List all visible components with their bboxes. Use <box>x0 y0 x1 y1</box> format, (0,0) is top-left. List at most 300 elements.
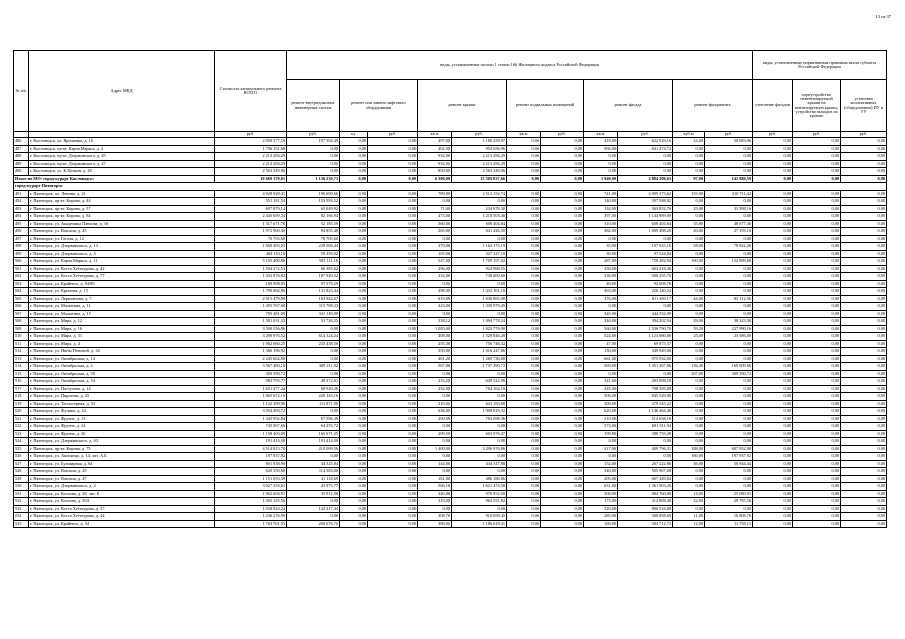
row-value: 1 796 151,68 <box>215 145 287 153</box>
row-value: 0,00 <box>541 198 584 206</box>
row-value: 0,00 <box>340 393 368 401</box>
row-value: 0,00 <box>340 408 368 416</box>
row-value: 0,00 <box>287 370 340 378</box>
row-value: 610,00 <box>418 295 452 303</box>
row-address: г. Пятигорск, ул. Фрунзе, д. 24 <box>29 423 215 431</box>
row-value: 36,00 <box>673 460 705 468</box>
row-number: 522 <box>14 423 29 431</box>
row-number: 535 <box>14 520 29 528</box>
row-value: 0,00 <box>793 505 841 513</box>
row-value: 0,00 <box>793 280 841 288</box>
row-value: 0,00 <box>368 438 418 446</box>
row-address: г. Пятигорск, ул. Фрунзе, д. 26 <box>29 430 215 438</box>
row-value: 0,00 <box>368 258 418 266</box>
row-value: 745 567,66 <box>215 423 287 431</box>
row-value: 0,00 <box>368 445 418 453</box>
row-number: 496 <box>14 228 29 236</box>
row-value: 0,00 <box>793 430 841 438</box>
row-value: 0,00 <box>368 340 418 348</box>
row-value: 0,00 <box>753 145 793 153</box>
row-value: 0,00 <box>793 145 841 153</box>
row-value: 0,00 <box>368 513 418 521</box>
row-value: 0,00 <box>541 483 584 491</box>
table-row <box>14 310 887 318</box>
row-value: 253,20 <box>418 378 452 386</box>
row-value: 0,00 <box>841 318 887 326</box>
row-value: 64 255,72 <box>287 423 340 431</box>
row-value: 0,00 <box>340 288 368 296</box>
row-value: 631,00 <box>584 483 618 491</box>
row-value: 0,00 <box>368 498 418 506</box>
table-row <box>14 205 887 213</box>
row-value: 210 089,56 <box>287 445 340 453</box>
row-value: 0,00 <box>753 160 793 168</box>
row-value: 649 522,98 <box>452 378 507 386</box>
table-row <box>14 243 887 251</box>
row-number: 530 <box>14 483 29 491</box>
row-value: 2 915 479,08 <box>215 295 287 303</box>
row-value: 0,00 <box>340 205 368 213</box>
row-value: 2 512 152,74 <box>452 190 507 198</box>
row-value: 0,00 <box>368 423 418 431</box>
row-number: 529 <box>14 475 29 483</box>
row-value: 1 651 477,44 <box>215 385 287 393</box>
row-value: 0,00 <box>541 168 584 176</box>
row-value: 402,00 <box>418 145 452 153</box>
unit-cell: руб. <box>705 132 753 138</box>
row-value: 0,00 <box>584 168 618 176</box>
row-value: 0,00 <box>368 243 418 251</box>
row-value: 1 432 876,82 <box>215 273 287 281</box>
row-value: 0,00 <box>507 400 541 408</box>
row-address: г. Пятигорск, ул. Теплосерная, д. 33 <box>29 400 215 408</box>
row-value: 0,00 <box>340 348 368 356</box>
row-value: 0,00 <box>340 138 368 146</box>
row-value: 11,00 <box>673 513 705 521</box>
row-value: 187 920,52 <box>287 273 340 281</box>
row-value: 0,00 <box>287 453 340 461</box>
row-value: 310,00 <box>418 498 452 506</box>
table-row <box>14 355 887 363</box>
total-value: 0,00 <box>368 175 418 183</box>
row-value: 1 094 778,24 <box>452 318 507 326</box>
row-value: 0,00 <box>541 145 584 153</box>
row-value: 0,00 <box>793 213 841 221</box>
row-value: 0,00 <box>340 160 368 168</box>
table-row <box>14 190 887 198</box>
row-value: 0,00 <box>753 310 793 318</box>
row-value: 296,00 <box>418 265 452 273</box>
header-total-cost: Стоимость капитального ремонта ВСЕГО <box>215 51 287 132</box>
row-value: 0,00 <box>541 288 584 296</box>
page-number: 13 из 37 <box>875 14 891 19</box>
row-value: 0,00 <box>841 438 887 446</box>
row-value: 210,00 <box>584 415 618 423</box>
row-value: 0,00 <box>507 265 541 273</box>
row-value: 0,00 <box>418 438 452 446</box>
row-number: 489 <box>14 160 29 168</box>
row-value: 59 459,02 <box>287 250 340 258</box>
row-value: 0,00 <box>340 475 368 483</box>
row-value: 419,00 <box>584 138 618 146</box>
row-value: 0,00 <box>841 333 887 341</box>
table-row <box>14 295 887 303</box>
row-value: 850,00 <box>418 168 452 176</box>
row-value: 0,00 <box>340 333 368 341</box>
row-value: 0,00 <box>368 190 418 198</box>
row-value: 0,00 <box>705 355 753 363</box>
row-value: 107,00 <box>673 370 705 378</box>
row-value: 0,00 <box>507 220 541 228</box>
row-value: 801 838,96 <box>215 460 287 468</box>
row-value: 841 474,72 <box>618 145 673 153</box>
row-value: 1 269 730,00 <box>452 355 507 363</box>
row-value: 0,00 <box>753 438 793 446</box>
row-value: 954 656,96 <box>452 145 507 153</box>
table-row <box>14 288 887 296</box>
row-value: 210,00 <box>418 400 452 408</box>
row-value: 0,00 <box>340 280 368 288</box>
row-value: 0,00 <box>368 318 418 326</box>
row-value: 0,00 <box>673 273 705 281</box>
row-value: 0,00 <box>541 153 584 161</box>
row-value: 473,00 <box>418 213 452 221</box>
row-value: 0,00 <box>673 438 705 446</box>
row-value: 0,00 <box>368 430 418 438</box>
row-value: 0,00 <box>793 385 841 393</box>
row-address: г. Пятигорск, ул. Фрунзе, д. 13 <box>29 415 215 423</box>
table-body <box>14 138 887 528</box>
row-value: 0,00 <box>287 145 340 153</box>
row-value: 1 186 618,41 <box>452 520 507 528</box>
row-value: 0,00 <box>673 423 705 431</box>
row-value: 0,00 <box>793 303 841 311</box>
row-value: 0,00 <box>541 378 584 386</box>
row-value: 165 671,25 <box>287 430 340 438</box>
row-address: г. Пятигорск, пр-кт. Кирова, д. 75 <box>29 445 215 453</box>
row-value: 0,00 <box>841 475 887 483</box>
table-row <box>14 498 887 506</box>
row-value: 0,00 <box>368 288 418 296</box>
row-value: 0,00 <box>618 438 673 446</box>
row-value: 0,00 <box>507 243 541 251</box>
row-value: 341,60 <box>584 378 618 386</box>
row-value: 463,00 <box>584 288 618 296</box>
row-value: 0,00 <box>340 258 368 266</box>
row-value: 0,00 <box>705 348 753 356</box>
table-row <box>14 475 887 483</box>
row-value: 0,00 <box>753 385 793 393</box>
row-value: 309 590,72 <box>705 370 753 378</box>
row-value: 0,00 <box>705 468 753 476</box>
row-value: 48 677,36 <box>705 220 753 228</box>
row-value: 0,00 <box>753 453 793 461</box>
row-value: 524,00 <box>584 333 618 341</box>
total-value: 0,00 <box>507 175 541 183</box>
row-value: 620,00 <box>584 408 618 416</box>
table-row <box>14 235 887 243</box>
table-row <box>14 460 887 468</box>
row-value: 1 400,00 <box>418 445 452 453</box>
row-value: 0,00 <box>753 190 793 198</box>
row-value: 0,00 <box>753 513 793 521</box>
row-number: 520 <box>14 408 29 416</box>
row-number: 510 <box>14 333 29 341</box>
row-value: 0,00 <box>368 333 418 341</box>
table-row <box>14 250 887 258</box>
row-value: 0,00 <box>841 250 887 258</box>
row-value: 423,00 <box>418 303 452 311</box>
row-value: 409 796,31 <box>618 445 673 453</box>
table-row <box>14 258 887 266</box>
row-value: 0,00 <box>793 168 841 176</box>
row-value: 0,00 <box>673 483 705 491</box>
row-address: г. Пятигорск, ул. Пирогова, д. 25 <box>29 393 215 401</box>
row-value: 1 038 824,24 <box>215 505 287 513</box>
row-value: 0,00 <box>705 483 753 491</box>
row-value: 0,00 <box>368 295 418 303</box>
row-value: 0,00 <box>793 483 841 491</box>
row-value: 336,00 <box>584 273 618 281</box>
table-row <box>14 280 887 288</box>
row-number: 514 <box>14 363 29 371</box>
row-value: 0,00 <box>452 468 507 476</box>
row-value: 0,00 <box>541 385 584 393</box>
row-value: 0,00 <box>340 243 368 251</box>
row-value: 0,00 <box>507 520 541 528</box>
row-value: 1 536 790,70 <box>618 325 673 333</box>
row-value: 0,00 <box>673 265 705 273</box>
row-value: 0,00 <box>507 153 541 161</box>
row-value: 0,00 <box>793 220 841 228</box>
row-address: г. Пятигорск, ул. Пастухова, д. 14 <box>29 385 215 393</box>
row-value: 614 324,24 <box>287 333 340 341</box>
row-value: 0,00 <box>793 408 841 416</box>
row-value: 197 937,92 <box>705 453 753 461</box>
row-number: 502 <box>14 273 29 281</box>
row-value: 0,00 <box>673 160 705 168</box>
total-value: 1 940,00 <box>584 175 618 183</box>
row-value: 312 808,48 <box>618 498 673 506</box>
row-address: г. Пятигорск, ул. Мира, д. 16 <box>29 325 215 333</box>
row-number: 492 <box>14 198 29 206</box>
row-value: 0,00 <box>507 483 541 491</box>
row-value: 370,00 <box>418 243 452 251</box>
row-value: 1 016 247,86 <box>452 348 507 356</box>
total-value: 19 669 179,61 <box>215 175 287 183</box>
row-number: 527 <box>14 460 29 468</box>
row-value: 2 245 662,00 <box>215 355 287 363</box>
unit-cell: руб. <box>215 132 287 138</box>
row-value: 0,00 <box>507 228 541 236</box>
row-value: 69 875,37 <box>618 340 673 348</box>
row-number: 497 <box>14 235 29 243</box>
row-value: 0,00 <box>793 288 841 296</box>
row-address: г. Пятигорск, ул. Мира, д. 31 <box>29 333 215 341</box>
row-value: 293 898,18 <box>618 378 673 386</box>
row-value: 0,00 <box>793 205 841 213</box>
row-value: 0,00 <box>368 168 418 176</box>
row-value: 0,00 <box>452 280 507 288</box>
table-row <box>14 348 887 356</box>
row-value: 0,00 <box>753 445 793 453</box>
total-value: 0,00 <box>753 175 793 183</box>
row-value: 0,00 <box>673 415 705 423</box>
row-value: 750 282,94 <box>618 258 673 266</box>
row-value: 0,00 <box>541 468 584 476</box>
row-value: 287,00 <box>584 258 618 266</box>
row-value: 0,00 <box>452 505 507 513</box>
row-value: 0,00 <box>507 235 541 243</box>
row-value: 105,00 <box>418 250 452 258</box>
row-address: г. Пятигорск, ул. Козлова, д. 50А <box>29 498 215 506</box>
row-value: 789,00 <box>418 190 452 198</box>
row-value: 785 481,09 <box>215 310 287 318</box>
row-value: 0,00 <box>507 430 541 438</box>
row-value: 0,00 <box>368 205 418 213</box>
row-value: 0,00 <box>368 228 418 236</box>
header-group-article-166: виды, установленные частью 1 статьи 166 Жилищного кодекса Российской Федерации <box>287 51 753 80</box>
table-row <box>14 228 887 236</box>
table-row <box>14 505 887 513</box>
row-value: 0,00 <box>368 460 418 468</box>
row-value: 38 323,90 <box>705 318 753 326</box>
row-value: 0,00 <box>753 258 793 266</box>
row-value: 0,00 <box>541 498 584 506</box>
row-value: 756 746,32 <box>452 340 507 348</box>
row-value: 40,00 <box>584 280 618 288</box>
row-value: 200 676,70 <box>287 520 340 528</box>
row-value: 0,00 <box>841 168 887 176</box>
row-value: 229 569,44 <box>287 243 340 251</box>
row-value: 0,00 <box>618 370 673 378</box>
row-value: 0,00 <box>287 408 340 416</box>
row-address: г. Пятигорск, ул. Октябрьская, д. 50 <box>29 370 215 378</box>
row-value: 0,00 <box>340 190 368 198</box>
row-value: 20,00 <box>673 228 705 236</box>
row-value: 33 998,16 <box>705 205 753 213</box>
row-value: 0,00 <box>705 288 753 296</box>
row-value: 0,00 <box>507 453 541 461</box>
table-row <box>14 138 887 146</box>
row-address: г. Пятигорск, ул. Мира, д. 12 <box>29 318 215 326</box>
row-value: 0,00 <box>541 235 584 243</box>
row-address: г. Пятигорск, ул. Дзержинского, д. 2 <box>29 483 215 491</box>
row-value: 0,00 <box>340 460 368 468</box>
row-address: г. Пятигорск, пр-кт. Кирова, д. 44 <box>29 198 215 206</box>
row-value: 932,00 <box>418 160 452 168</box>
row-value: 1 158 403,09 <box>215 430 287 438</box>
row-value: 235 438,56 <box>287 340 340 348</box>
row-value: 0,00 <box>368 370 418 378</box>
header-meters: установка коллективных (общедомовых) ПУ и УУ <box>841 80 887 132</box>
row-value: 0,00 <box>753 318 793 326</box>
row-number: 504 <box>14 288 29 296</box>
unit-cell: кв.м <box>584 132 618 138</box>
row-value: 1 162 175,19 <box>452 243 507 251</box>
row-value: 0,00 <box>753 490 793 498</box>
row-value: 0,00 <box>507 445 541 453</box>
table-header <box>14 51 887 138</box>
row-value: 0,00 <box>452 310 507 318</box>
row-value: 379 345,22 <box>618 400 673 408</box>
row-value: 896 516,80 <box>618 505 673 513</box>
row-value: 0,00 <box>705 438 753 446</box>
table-row <box>14 168 887 176</box>
row-value: 350,00 <box>418 348 452 356</box>
row-value: 0,00 <box>541 213 584 221</box>
row-value: 0,00 <box>507 438 541 446</box>
row-value: 11 758,13 <box>705 520 753 528</box>
row-value: 111 871,98 <box>287 400 340 408</box>
row-value: 43 975,77 <box>287 483 340 491</box>
row-value: 547,00 <box>418 258 452 266</box>
row-value: 53 726,25 <box>287 318 340 326</box>
row-value: 0,00 <box>793 355 841 363</box>
row-value: 0,00 <box>340 415 368 423</box>
row-value: 1 146 464,40 <box>618 408 673 416</box>
row-value: 0,00 <box>841 445 887 453</box>
row-value: 0,00 <box>753 273 793 281</box>
row-value: 0,00 <box>340 295 368 303</box>
table-row <box>14 318 887 326</box>
row-value: 3 054 493,72 <box>215 408 287 416</box>
row-value: 70 705,60 <box>287 235 340 243</box>
row-value: 0,00 <box>541 280 584 288</box>
row-value: 0,00 <box>841 310 887 318</box>
row-value: 1 218 503,40 <box>452 213 507 221</box>
row-value: 567,00 <box>418 363 452 371</box>
row-address: г. Пятигорск, ул. Бульварная, д. 64 <box>29 460 215 468</box>
row-value: 0,00 <box>340 370 368 378</box>
row-value: 0,00 <box>753 340 793 348</box>
row-value: 0,00 <box>673 153 705 161</box>
row-address: г. Пятигорск, пр-кт. Кирова, д. 57 <box>29 205 215 213</box>
row-value: 78 822,26 <box>705 243 753 251</box>
row-value: 0,00 <box>507 505 541 513</box>
row-value: 622 929,16 <box>618 138 673 146</box>
row-address: г. Кисловодск, пр-кт. Дзержинского, д. 47 <box>29 160 215 168</box>
row-value: 0,00 <box>673 505 705 513</box>
row-value: 0,00 <box>841 415 887 423</box>
row-value: 0,00 <box>673 235 705 243</box>
unit-cell: руб. <box>618 132 673 138</box>
row-value: 0,00 <box>340 318 368 326</box>
row-number: 534 <box>14 513 29 521</box>
row-number: 499 <box>14 250 29 258</box>
row-value: 0,00 <box>793 468 841 476</box>
table-row <box>14 385 887 393</box>
row-value: 0,00 <box>673 198 705 206</box>
row-value: 798 395,08 <box>618 385 673 393</box>
row-value: 408,00 <box>418 333 452 341</box>
row-value: 0,00 <box>340 198 368 206</box>
row-value: 0,00 <box>793 438 841 446</box>
row-value: 0,00 <box>507 190 541 198</box>
row-value: 47,00 <box>584 340 618 348</box>
row-value: 0,00 <box>541 325 584 333</box>
row-value: 255,38 <box>418 340 452 348</box>
row-value: 0,00 <box>452 453 507 461</box>
row-value: 0,00 <box>841 340 887 348</box>
row-number: 533 <box>14 505 29 513</box>
header-facade: ремонт фасада <box>584 80 673 132</box>
row-value: 16 808,76 <box>705 513 753 521</box>
row-value: 0,00 <box>368 385 418 393</box>
row-address: г. Пятигорск, ул. Вокзала, д. 25 <box>29 468 215 476</box>
row-value: 0,00 <box>793 423 841 431</box>
row-value: 0,00 <box>841 408 887 416</box>
